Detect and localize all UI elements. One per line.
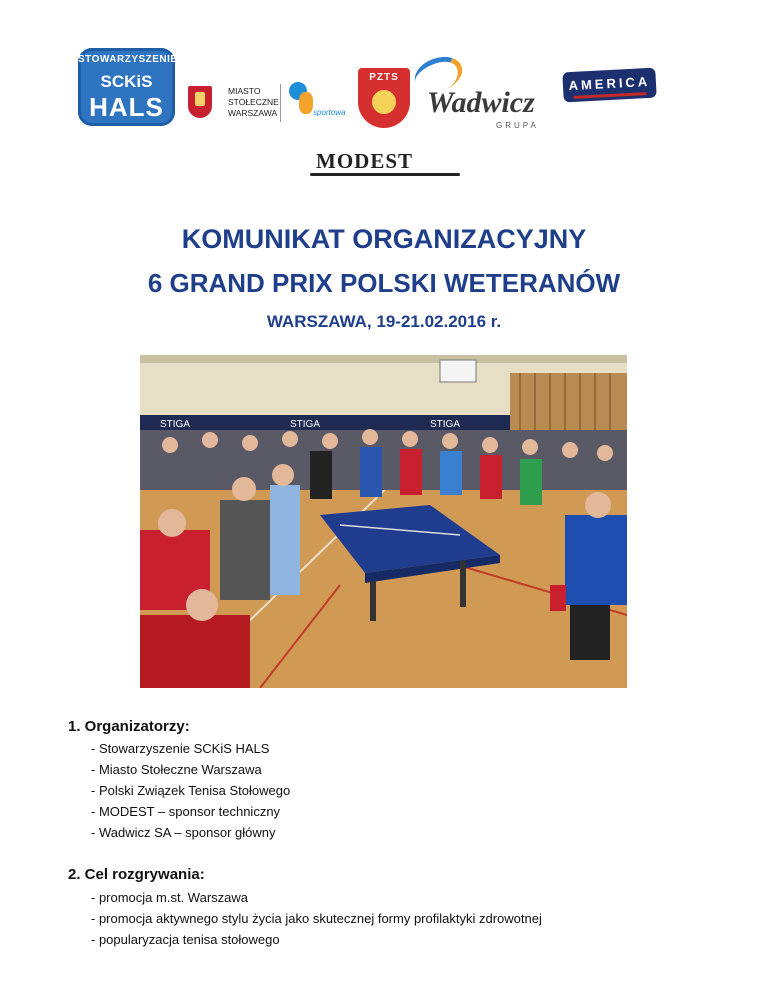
warszawa-logo-text bbox=[228, 86, 279, 119]
warszawa-crest-icon bbox=[188, 86, 212, 118]
pzts-ball-icon bbox=[372, 90, 396, 114]
organizer-item: - Wadwicz SA – sponsor główny bbox=[91, 825, 276, 840]
goal-item: - promocja m.st. Warszawa bbox=[91, 890, 248, 905]
section-heading-goals: 2. Cel rozgrywania: bbox=[68, 866, 205, 883]
america-logo bbox=[562, 68, 656, 103]
organizer-item: - Stowarzyszenie SCKiS HALS bbox=[91, 741, 270, 756]
section-heading-organizers: 1. Organizatorzy: bbox=[68, 718, 190, 735]
sponsor-logos bbox=[0, 0, 768, 190]
wadwicz-logo: Wadwicz bbox=[427, 86, 535, 119]
pzts-logo bbox=[358, 68, 410, 128]
sport-logo-text: sportowa bbox=[313, 108, 346, 117]
event-place-date: WARSZAWA, 19-21.02.2016 r. bbox=[266, 312, 502, 331]
america-logo-text: AMERICA bbox=[568, 73, 651, 94]
photo-banner-text-1: STIGA bbox=[160, 419, 191, 430]
wadwicz-logo-sub: GRUPA bbox=[496, 121, 539, 130]
organizer-item: - Miasto Stołeczne Warszawa bbox=[91, 762, 262, 777]
goal-item: - popularyzacja tenisa stołowego bbox=[91, 932, 280, 947]
warszawa-line1: MIASTO bbox=[228, 86, 261, 96]
logo-divider bbox=[280, 84, 281, 122]
goal-item: - promocja aktywnego stylu życia jako skutecznej formy profilaktyki zdrowotnej bbox=[91, 911, 542, 926]
event-photo-illustration bbox=[140, 355, 627, 688]
event-name: 6 GRAND PRIX POLSKI WETERANÓW bbox=[147, 268, 621, 298]
hals-logo-arc-text: STOWARZYSZENIE bbox=[78, 54, 178, 65]
modest-logo-text: MODEST bbox=[316, 149, 414, 173]
america-logo-stripe bbox=[574, 92, 647, 99]
organizer-item: - Polski Związek Tenisa Stołowego bbox=[91, 783, 291, 798]
warszawa-sport-logo bbox=[289, 82, 349, 126]
warszawa-line3: WARSZAWA bbox=[228, 108, 278, 118]
hals-logo-sckis: SCKiS bbox=[100, 72, 153, 91]
hals-logo bbox=[78, 48, 178, 126]
warszawa-line2: STOŁECZNE bbox=[228, 97, 279, 107]
hals-logo-word: HALS bbox=[89, 92, 164, 122]
photo-banner-text-2: STIGA bbox=[290, 419, 321, 430]
sport-logo-figure-icon bbox=[299, 92, 313, 114]
modest-logo-swoosh bbox=[310, 173, 460, 176]
event-photo bbox=[140, 355, 627, 688]
photo-banner-text-3: STIGA bbox=[430, 419, 461, 430]
document-title: KOMUNIKAT ORGANIZACYJNY bbox=[181, 224, 587, 254]
modest-logo bbox=[310, 147, 460, 179]
pzts-logo-text: PZTS bbox=[369, 72, 399, 83]
organizer-item: - MODEST – sponsor techniczny bbox=[91, 804, 281, 819]
